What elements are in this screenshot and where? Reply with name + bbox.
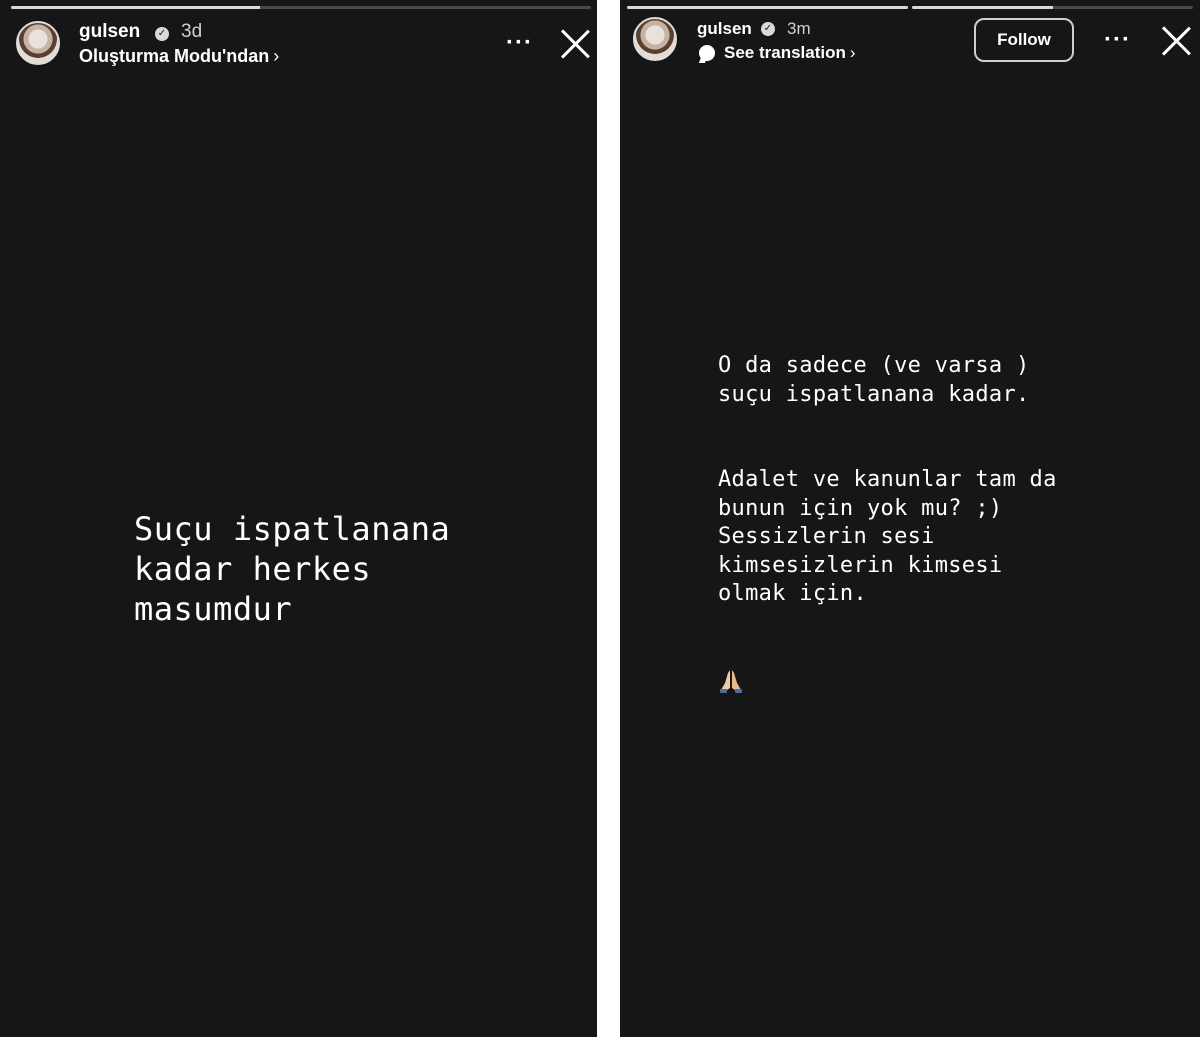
story-panel-left[interactable] [0, 0, 597, 1037]
see-translation-link[interactable] [724, 43, 856, 63]
progress-segment [627, 6, 908, 9]
close-icon[interactable] [559, 28, 591, 60]
progress-segment [912, 6, 1193, 9]
story-progress-bar [627, 6, 1193, 9]
progress-fill [11, 6, 260, 9]
translate-icon [699, 45, 715, 61]
more-options-button[interactable]: ··· [506, 29, 533, 56]
story-progress-bar [11, 6, 591, 9]
progress-fill [627, 6, 908, 9]
praying-hands-icon [718, 668, 744, 694]
username[interactable]: gulsen [79, 21, 141, 42]
progress-fill [912, 6, 1053, 9]
see-translation-label: See translation [724, 43, 846, 62]
chevron-right-icon: › [273, 46, 280, 66]
close-icon[interactable] [1160, 25, 1192, 57]
post-time: 3m [787, 19, 811, 38]
username[interactable]: gulsen [697, 19, 752, 38]
post-time: 3d [181, 21, 203, 42]
follow-button[interactable]: Follow [974, 18, 1074, 62]
progress-segment [11, 6, 591, 9]
verified-badge-icon: ✓ [761, 22, 775, 36]
creation-mode-label: Oluşturma Modu'ndan [79, 46, 270, 66]
verified-badge-icon: ✓ [155, 27, 169, 41]
more-options-button[interactable]: ··· [1104, 26, 1131, 53]
story-text-paragraph-1: O da sadece (ve varsa ) suçu ispatlanana kadar. [718, 353, 1030, 407]
avatar[interactable] [633, 17, 677, 61]
creation-mode-link[interactable] [79, 46, 279, 67]
avatar[interactable] [16, 21, 60, 65]
chevron-right-icon: › [849, 43, 856, 62]
story-panel-right[interactable] [620, 0, 1200, 1037]
story-text: Suçu ispatlanana kadar herkes masumdur [134, 510, 451, 628]
story-text-paragraph-2: Adalet ve kanunlar tam da bunun için yok mu? ;) Sessizlerin sesi kimsesizlerin kimsesi olmak için. [718, 467, 1057, 606]
